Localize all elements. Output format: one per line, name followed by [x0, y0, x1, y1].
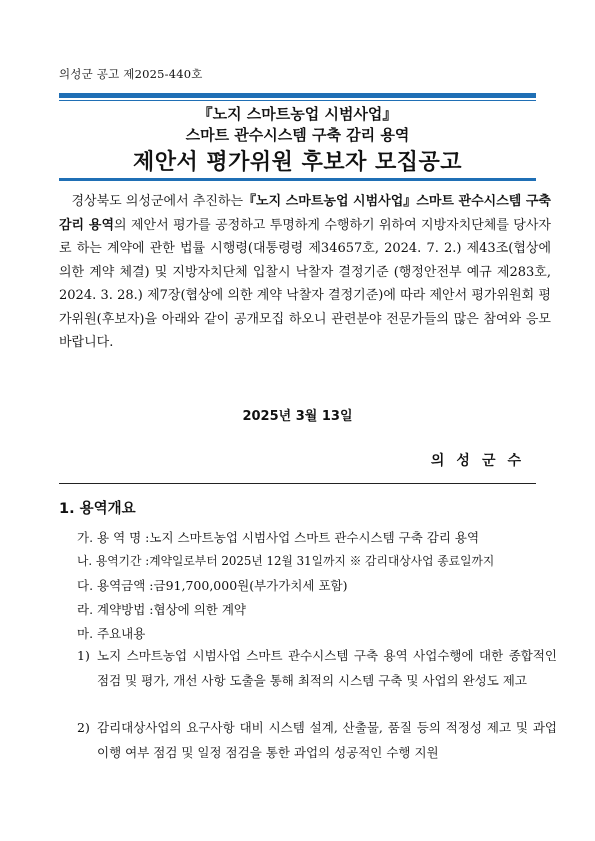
overview-item-period: [77, 552, 494, 569]
title-top-rule: [59, 93, 536, 98]
sub-item-number: 1): [77, 648, 90, 663]
overview-item-value: 금91,700,000원(부가가치세 포함): [153, 578, 348, 593]
main-content-sub-item: [77, 644, 557, 693]
title-line-1: 『노지 스마트농업 시범사업』: [197, 105, 398, 123]
title-bottom-rule: [59, 178, 536, 181]
overview-item-label: 가. 용 역 명 :: [77, 530, 150, 545]
overview-item-amount: [77, 576, 348, 594]
overview-item-main-content: [77, 624, 145, 642]
section-1-heading: 1. 용역개요: [59, 501, 136, 517]
title-top-thin-rule: [59, 100, 536, 101]
section-divider: [59, 483, 536, 484]
overview-item-label: 라. 계약방법 :: [77, 602, 154, 617]
sub-item-number: 2): [77, 720, 90, 735]
notice-number: 의성군 공고 제2025-440호: [59, 67, 203, 81]
intro-project-name: 『노지 스마트농업 시범사업』스마트 관수시스템 구축 감리 용역: [59, 194, 551, 233]
overview-item-name: [77, 528, 479, 546]
overview-item-label: 나. 용역기간 :: [77, 554, 150, 568]
title-line-3: 제안서 평가위원 후보자 모집공고: [132, 150, 462, 175]
intro-text-1: 경상북도 의성군에서 추진하는: [71, 194, 244, 209]
issuer-name: 의성군수: [430, 453, 533, 469]
sub-item-text: 노지 스마트농업 시범사업 스마트 관수시스템 구축 용역 사업수행에 대한 종합적인 점검 및 평가, 개선 사항 도출을 통해 최적의 시스템 구축 및 사업의 완성도 제고: [97, 648, 557, 688]
intro-paragraph: [59, 190, 551, 355]
overview-item-value: 계약일로부터 2025년 12월 31일까지 ※ 감리대상사업 종료일까지: [149, 554, 495, 568]
title-line-2: 스마트 관수시스템 구축 감리 용역: [185, 126, 410, 144]
announcement-date: 2025년 3월 13일: [242, 409, 353, 424]
overview-item-value: 노지 스마트농업 시범사업 스마트 관수시스템 구축 감리 용역: [149, 530, 480, 545]
overview-item-label: 다. 용역금액 :: [77, 578, 154, 593]
overview-item-label: 마. 주요내용: [77, 626, 146, 641]
overview-item-value: 협상에 의한 계약: [153, 602, 246, 617]
overview-item-contract-method: [77, 600, 246, 618]
sub-item-text: 감리대상사업의 요구사항 대비 시스템 설계, 산출물, 품질 등의 적정성 제고 및 과업 이행 여부 점검 및 일정 점검을 통한 과업의 성공적인 수행 지원: [97, 720, 557, 760]
intro-text-2: 의 제안서 평가를 공정하고 투명하게 수행하기 위하여 지방자치단체를 당사자로 하는 계약에 관한 법률 시행령(대통령령 제34657호, 2024. 7. 2.) 제43조(협상에 의한 계약 체결) 및 지방자치단체 입찰시 낙찰자 결정기준 (행정안전부 예규 제283호, 2024. 3. 28.) 제7장(협상에 의한 계약 낙찰자 결정기준)에 따라 제안서 평가위원회 평가위원(후보자)을 아래와 같이 공개모집 하오니 관련분야 전문가들의 많은 참여와 응모 바랍니다.: [59, 217, 551, 350]
main-content-sub-item: [77, 716, 557, 765]
